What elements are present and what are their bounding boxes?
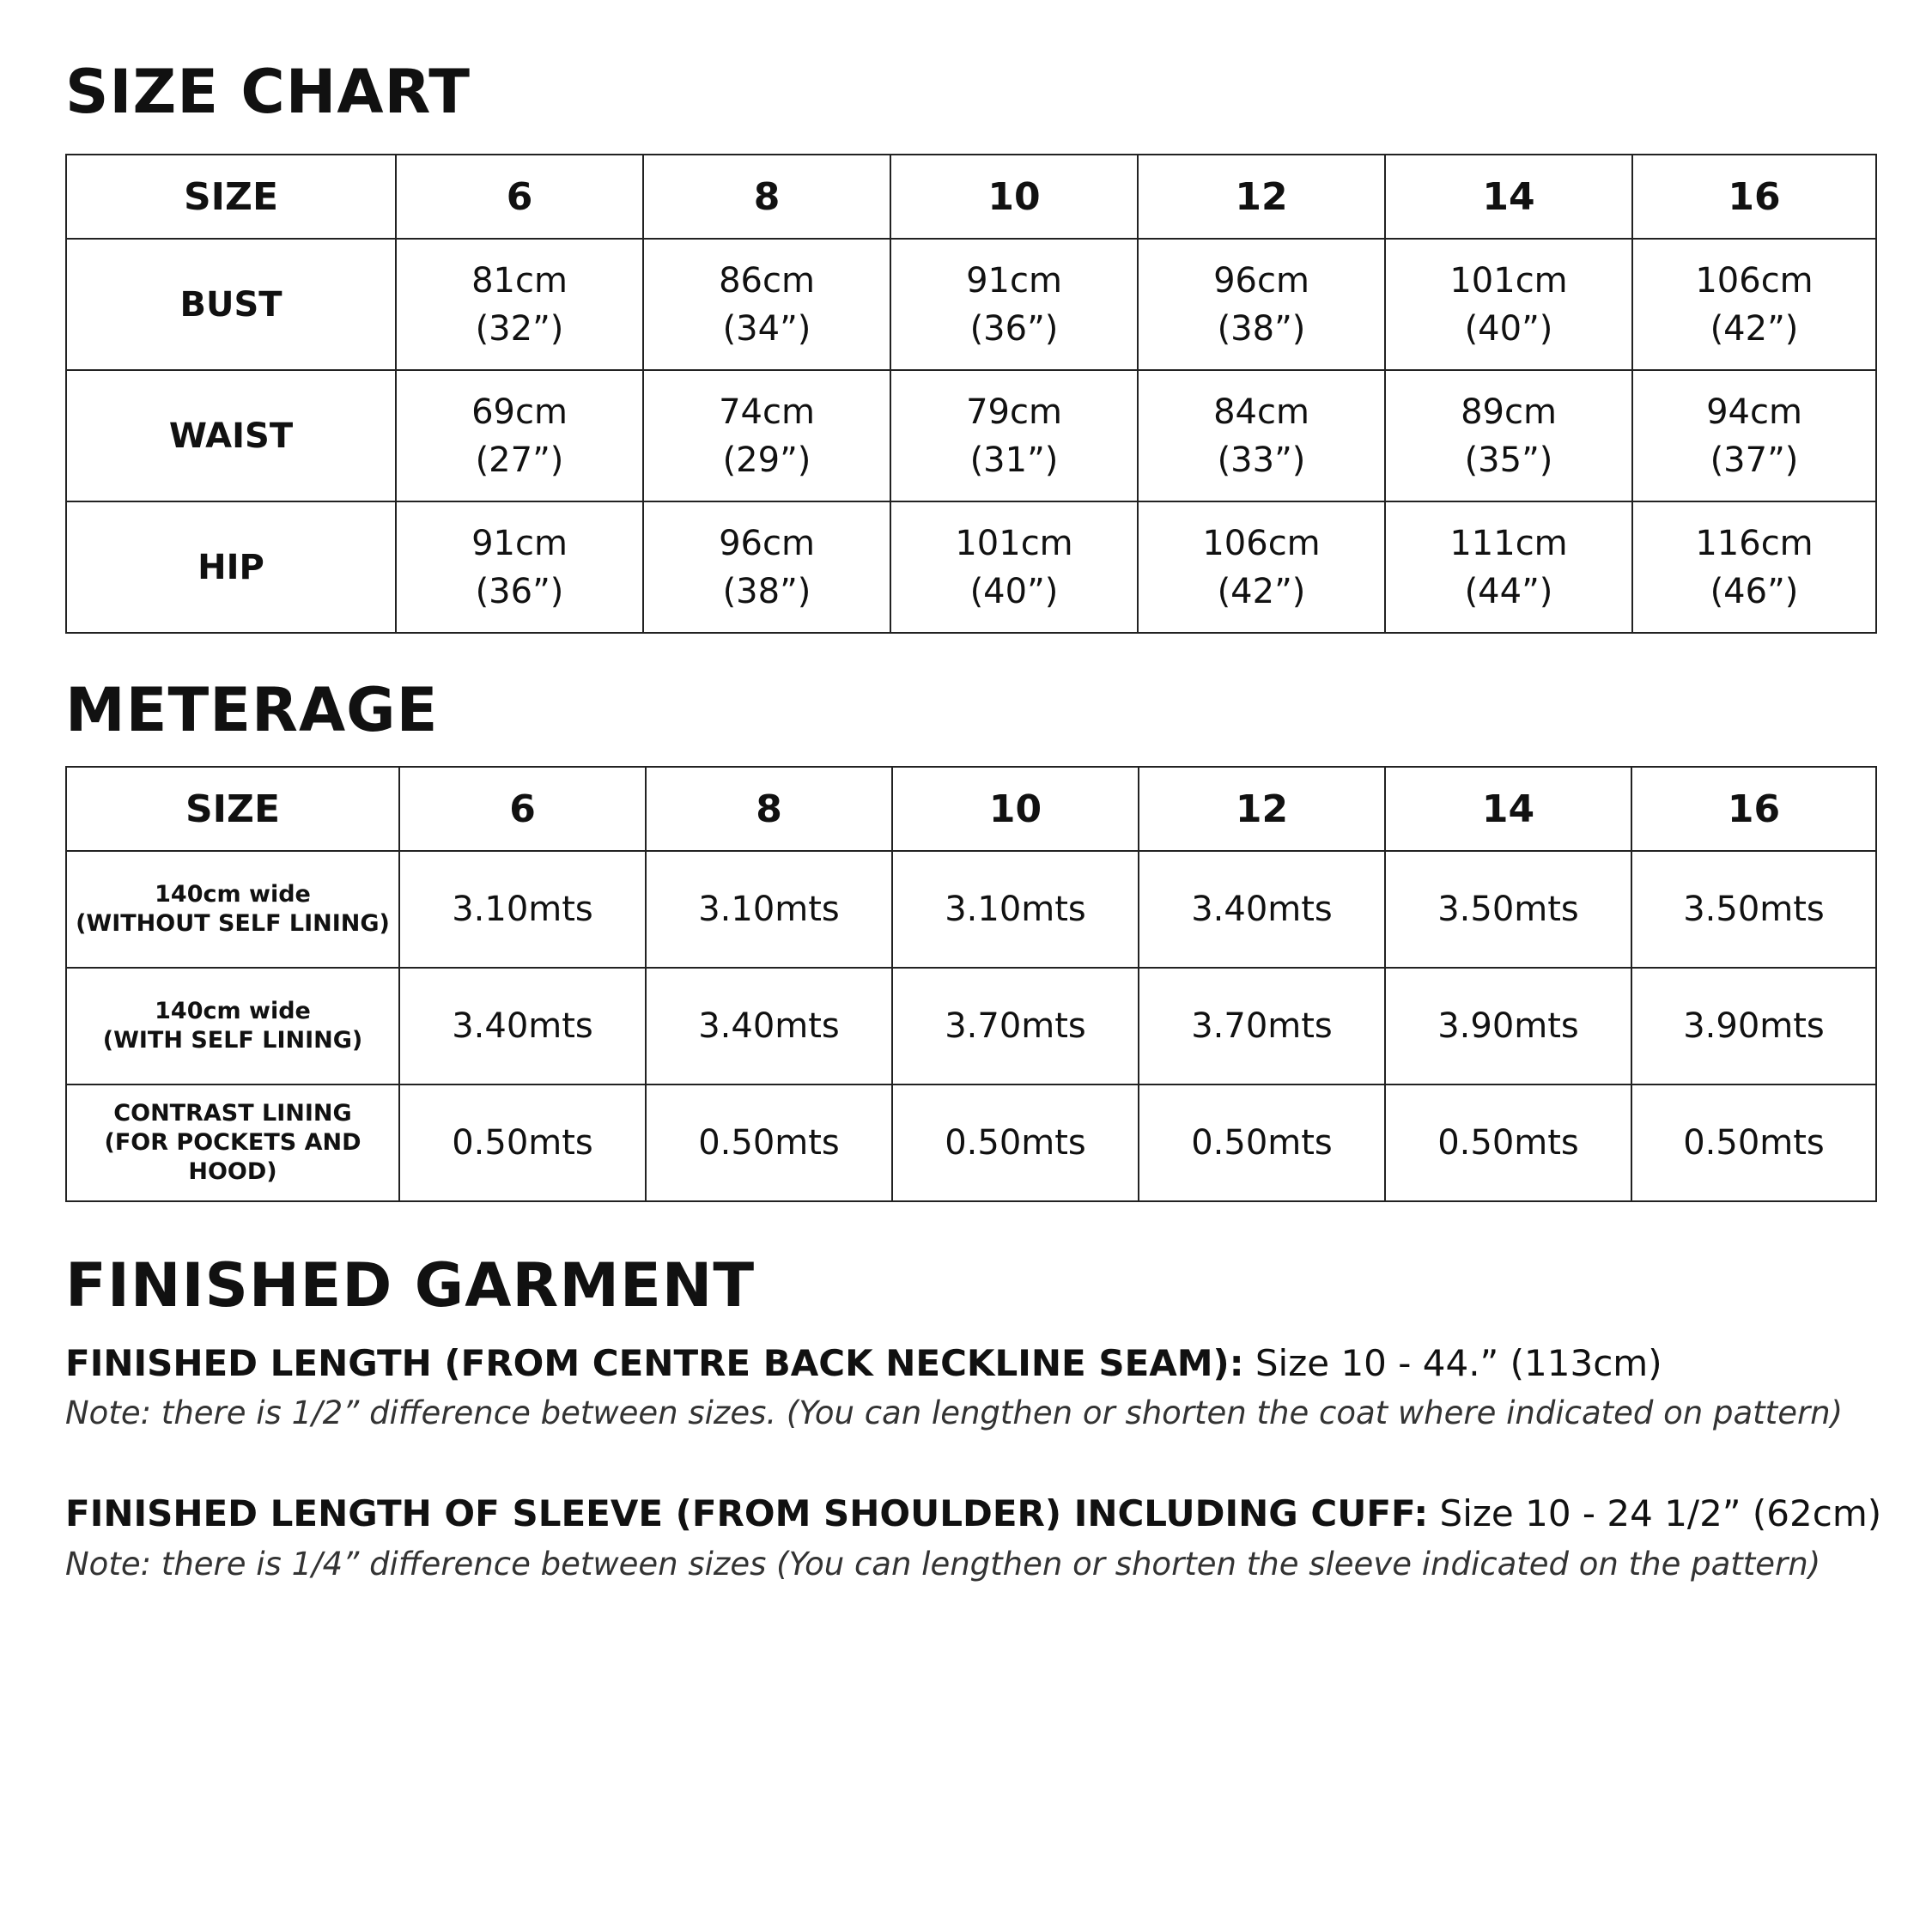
inch-value: (40”) xyxy=(969,571,1059,611)
size-chart-table xyxy=(65,154,1877,634)
table-row xyxy=(66,239,1876,370)
table-cell: 3.70mts xyxy=(892,968,1139,1084)
row-label: HIP xyxy=(66,501,396,633)
inch-value: (36”) xyxy=(969,308,1059,349)
table-cell xyxy=(643,239,890,370)
table-cell xyxy=(643,370,890,501)
cm-value: 84cm xyxy=(1213,392,1309,432)
table-cell: 3.50mts xyxy=(1631,851,1876,968)
sleeve-length-value: Size 10 - 24 1/2” (62cm) xyxy=(1428,1492,1882,1534)
cm-value: 91cm xyxy=(471,523,568,563)
table-cell xyxy=(890,239,1138,370)
table-row xyxy=(66,968,1876,1084)
table-cell: 0.50mts xyxy=(646,1084,892,1201)
cm-value: 101cm xyxy=(1449,260,1568,301)
table-cell xyxy=(396,239,643,370)
cm-value: 69cm xyxy=(471,392,568,432)
table-cell: 3.40mts xyxy=(646,968,892,1084)
header-cell: 16 xyxy=(1631,767,1876,851)
table-cell xyxy=(1385,370,1632,501)
table-row xyxy=(66,370,1876,501)
table-row xyxy=(66,1084,1876,1201)
finished-length-note: Note: there is 1/2” difference between sizes. (You can lengthen or shorten the coat where indicated on pattern) xyxy=(65,1394,1844,1431)
header-cell: 12 xyxy=(1139,767,1385,851)
finished-garment-title: FINISHED GARMENT xyxy=(65,1250,756,1321)
header-cell: 8 xyxy=(646,767,892,851)
table-cell: 3.70mts xyxy=(1139,968,1385,1084)
inch-value: (33”) xyxy=(1217,440,1306,480)
row-label xyxy=(66,1084,399,1201)
header-cell: 14 xyxy=(1385,155,1632,239)
table-row xyxy=(66,501,1876,633)
header-cell: 12 xyxy=(1138,155,1385,239)
header-cell: SIZE xyxy=(66,155,396,239)
lining-note-label: (WITH SELF LINING) xyxy=(102,1027,363,1054)
meterage-table xyxy=(65,766,1877,1202)
fabric-width-label: CONTRAST LINING xyxy=(113,1100,352,1127)
inch-value: (32”) xyxy=(475,308,564,349)
inch-value: (44”) xyxy=(1464,571,1553,611)
header-cell: SIZE xyxy=(66,767,399,851)
finished-length-label: FINISHED LENGTH (FROM CENTRE BACK NECKLINE SEAM): xyxy=(65,1342,1244,1384)
inch-value: (42”) xyxy=(1217,571,1306,611)
table-cell xyxy=(396,501,643,633)
inch-value: (36”) xyxy=(475,571,564,611)
table-cell xyxy=(396,370,643,501)
table-cell: 0.50mts xyxy=(399,1084,646,1201)
meterage-header-row xyxy=(66,767,1876,851)
cm-value: 81cm xyxy=(471,260,568,301)
finished-length-line xyxy=(65,1342,1662,1385)
table-cell xyxy=(1632,239,1876,370)
meterage-title: METERAGE xyxy=(65,675,439,745)
inch-value: (38”) xyxy=(1217,308,1306,349)
table-cell: 3.10mts xyxy=(646,851,892,968)
table-cell: 3.10mts xyxy=(892,851,1139,968)
inch-value: (31”) xyxy=(969,440,1059,480)
cm-value: 79cm xyxy=(966,392,1062,432)
cm-value: 91cm xyxy=(966,260,1062,301)
table-cell xyxy=(1138,370,1385,501)
row-label xyxy=(66,851,399,968)
table-cell xyxy=(890,501,1138,633)
table-cell: 3.90mts xyxy=(1631,968,1876,1084)
inch-value: (42”) xyxy=(1710,308,1799,349)
table-cell: 0.50mts xyxy=(1139,1084,1385,1201)
table-cell xyxy=(1138,501,1385,633)
table-cell xyxy=(1632,370,1876,501)
sleeve-length-line xyxy=(65,1492,1881,1535)
row-label: BUST xyxy=(66,239,396,370)
table-cell xyxy=(643,501,890,633)
fabric-width-label: 140cm wide xyxy=(155,881,311,908)
inch-value: (40”) xyxy=(1464,308,1553,349)
header-cell: 6 xyxy=(399,767,646,851)
cm-value: 74cm xyxy=(719,392,815,432)
table-cell: 3.90mts xyxy=(1385,968,1631,1084)
lining-note-label: (FOR POCKETS AND HOOD) xyxy=(104,1129,361,1185)
table-cell: 3.40mts xyxy=(399,968,646,1084)
table-cell xyxy=(1385,239,1632,370)
inch-value: (34”) xyxy=(722,308,811,349)
cm-value: 116cm xyxy=(1695,523,1814,563)
table-cell: 0.50mts xyxy=(1385,1084,1631,1201)
inch-value: (29”) xyxy=(722,440,811,480)
table-cell xyxy=(1138,239,1385,370)
table-cell xyxy=(890,370,1138,501)
cm-value: 96cm xyxy=(1213,260,1309,301)
header-cell: 10 xyxy=(892,767,1139,851)
sleeve-length-note: Note: there is 1/4” difference between sizes (You can lengthen or shorten the sleeve indicated on the pattern) xyxy=(65,1546,1821,1583)
cm-value: 89cm xyxy=(1461,392,1557,432)
cm-value: 101cm xyxy=(955,523,1073,563)
cm-value: 94cm xyxy=(1706,392,1802,432)
table-cell: 3.40mts xyxy=(1139,851,1385,968)
header-cell: 10 xyxy=(890,155,1138,239)
sleeve-length-label: FINISHED LENGTH OF SLEEVE (FROM SHOULDER) INCLUDING CUFF: xyxy=(65,1492,1429,1534)
cm-value: 106cm xyxy=(1202,523,1321,563)
cm-value: 106cm xyxy=(1695,260,1814,301)
cm-value: 86cm xyxy=(719,260,815,301)
table-cell xyxy=(1632,501,1876,633)
inch-value: (38”) xyxy=(722,571,811,611)
table-cell: 3.10mts xyxy=(399,851,646,968)
table-row xyxy=(66,851,1876,968)
size-chart-title: SIZE CHART xyxy=(65,57,471,127)
header-cell: 14 xyxy=(1385,767,1631,851)
inch-value: (46”) xyxy=(1710,571,1799,611)
table-cell: 0.50mts xyxy=(1631,1084,1876,1201)
row-label xyxy=(66,968,399,1084)
table-cell: 0.50mts xyxy=(892,1084,1139,1201)
row-label: WAIST xyxy=(66,370,396,501)
inch-value: (35”) xyxy=(1464,440,1553,480)
table-cell: 3.50mts xyxy=(1385,851,1631,968)
cm-value: 111cm xyxy=(1449,523,1568,563)
cm-value: 96cm xyxy=(719,523,815,563)
header-cell: 6 xyxy=(396,155,643,239)
fabric-width-label: 140cm wide xyxy=(155,998,311,1024)
inch-value: (27”) xyxy=(475,440,564,480)
size-chart-header-row xyxy=(66,155,1876,239)
table-cell xyxy=(1385,501,1632,633)
header-cell: 16 xyxy=(1632,155,1876,239)
inch-value: (37”) xyxy=(1710,440,1799,480)
lining-note-label: (WITHOUT SELF LINING) xyxy=(76,910,390,937)
finished-length-value: Size 10 - 44.” (113cm) xyxy=(1243,1342,1662,1384)
header-cell: 8 xyxy=(643,155,890,239)
